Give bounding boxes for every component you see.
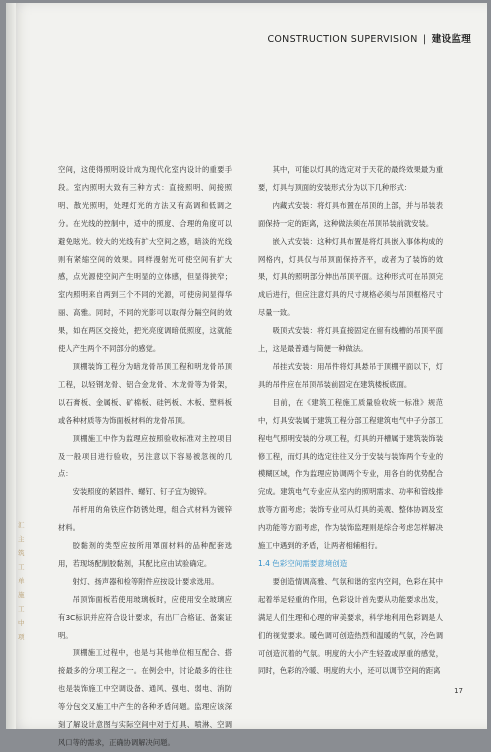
paragraph: 顶棚施工中作为监理应按照验收标准对主控项目及一般项目进行验收，另注意以下容易被忽视的几点： <box>58 433 232 479</box>
paragraph: 顶棚施工过程中，也是与其他单位相互配合、搭接最多的分项工程之一。在例会中，讨论最多的往往也是装饰施工中空调设备、通风、强电、弱电、消防等分包交叉施工中产生的各种矛盾问题。监理应该深刻了解设计意图与实际空间中对于灯具、喷淋、空调风口等的需求，正确协调解决问题。 <box>58 648 232 747</box>
paragraph: 目前，在《建筑工程施工质量验收统一标准》规范中，灯具安装属于建筑工程分部工程建筑电气中子分部工程电气照明安装的分项工程，灯具的开槽属于建筑装饰装修工程，而灯具的选定往往又分于安装与装饰两个专业的模糊区域，作为监理应协调两个专业，用各自的优势配合完成。建筑电气专业应从室内的照明需求、功率和管线排放等方面考虑；装饰专业可从灯具的美观、整体协调及室内功能等方面考虑，作为装饰监理则是综合考虑怎样解决施工中遇到的矛盾，让两者相辅相行。 <box>258 397 443 551</box>
spine-char: 筑 <box>18 549 25 557</box>
spine-char: 项 <box>18 633 25 641</box>
spine-char: 主 <box>18 535 25 543</box>
spine-char: 施 <box>18 591 25 599</box>
paragraph: 安装照度的紧固件、螺钉、钉子宜为镀锌。 <box>72 487 212 497</box>
spine-char: 工 <box>18 605 25 613</box>
paragraph: 其中，可能以灯具的选定对于天花的最终效果最为重要，灯具与顶面的安装形式分为以下几种形式： <box>258 165 443 192</box>
spine-char: 中 <box>18 619 25 627</box>
spine-marks <box>18 518 26 644</box>
header-title-cn: 建设监理 <box>431 34 471 45</box>
header-separator: | <box>422 34 427 45</box>
paragraph: 吊顶饰面板若使用玻璃板时，应使用安全玻璃应有3C标识并应符合设计要求，有出厂合格证、备案证明。 <box>58 594 232 640</box>
paragraph: 胶黏剂的类型应按所用罩面材料的品种配套选用，若现场配制胶黏剂，其配比应由试验确定。 <box>58 541 232 568</box>
spine-char: 汇 <box>18 521 25 529</box>
paragraph: 空间，这使得照明设计成为现代化室内设计的重要手段。室内照明大致有三种方式：直接照明、间接照明、散光照明，处理灯光的方法又有高调和低调之分。在光线的控制中，适中的照度、合理的角度可以避免眩光。较大的光线有扩大空间之感，暗淡的光线则有紧缩空间的效果。同样漫射光可使空间有扩大感，点光源使空间产生明显的立体感，但显得狭窄；室内照明来自两到三个不同的光源，可使房间显得华丽、高雅。同时，不同的光影可以取得分隔空间的效果，如在两区交接处，把光亮度调暗低照度，这就能使人产生两个不同部分的感觉。 <box>58 165 232 354</box>
running-header <box>267 31 471 45</box>
paragraph: 内藏式安装：将灯具布置在吊顶的上部，并与吊装表面保持一定的距离，这种做法须在吊顶吊装前就安装。 <box>258 200 443 228</box>
spine-char: 单 <box>18 577 25 585</box>
left-column <box>58 161 232 752</box>
paragraph: 顶棚装饰工程分为暗龙骨吊顶工程和明龙骨吊顶工程，以轻钢龙骨、铝合金龙骨、木龙骨等为骨架，以石膏板、金属板、矿棉板、硅钙板、木板、塑料板或各种材质等为饰面板材料的龙骨吊顶。 <box>58 361 232 425</box>
paragraph: 吊挂式安装：用吊件将灯具悬吊于顶棚平面以下，灯具的吊件应在吊顶吊装前固定在建筑楼板底面。 <box>258 361 443 389</box>
spine-char: 工 <box>18 563 25 571</box>
right-column <box>258 161 443 680</box>
paragraph: 射灯、扬声器和检等附件应按设计要求选用。 <box>72 576 219 586</box>
page-gutter-shadow <box>6 3 16 729</box>
header-title-en: CONSTRUCTION SUPERVISION <box>267 34 418 45</box>
paragraph: 嵌入式安装：这种灯具布置是将灯具嵌入事体构成的网格内，灯具仅与吊顶面保持齐平，或者为了装饰的效果，灯具的照明部分伸出吊顶平面。这种形式可在吊顶完成后进行，但应注意灯具的尺寸规格必须与吊顶框格尺寸尽量一致。 <box>258 236 443 318</box>
document-page <box>6 3 487 747</box>
page-number: 17 <box>454 687 463 695</box>
paragraph: 吸顶式安装：将灯具直接固定在留有线槽的吊顶平面上，这是最普通与简便一种做法。 <box>258 326 443 354</box>
section-heading: 1.4 色彩空间需要意境创造 <box>258 558 348 568</box>
paragraph: 吊杆用的角铁应作防锈处理，组合式材料为镀锌材料。 <box>58 505 232 533</box>
paragraph: 要创造情调高雅、气氛和谐的室内空间，色彩在其中起着举足轻重的作用，色彩设计首先要从功能要求出发，满足人们生理和心理的审美要求，科学地利用色彩调是人们的视觉要求。暖色调可创造热烈和温暖的气氛，冷色调可创造沉着的气氛。明度的大小产生轻盈或厚重的感觉，同时，色彩的冷暖、明度的大小，还可以调节空间的距离 <box>258 576 443 676</box>
